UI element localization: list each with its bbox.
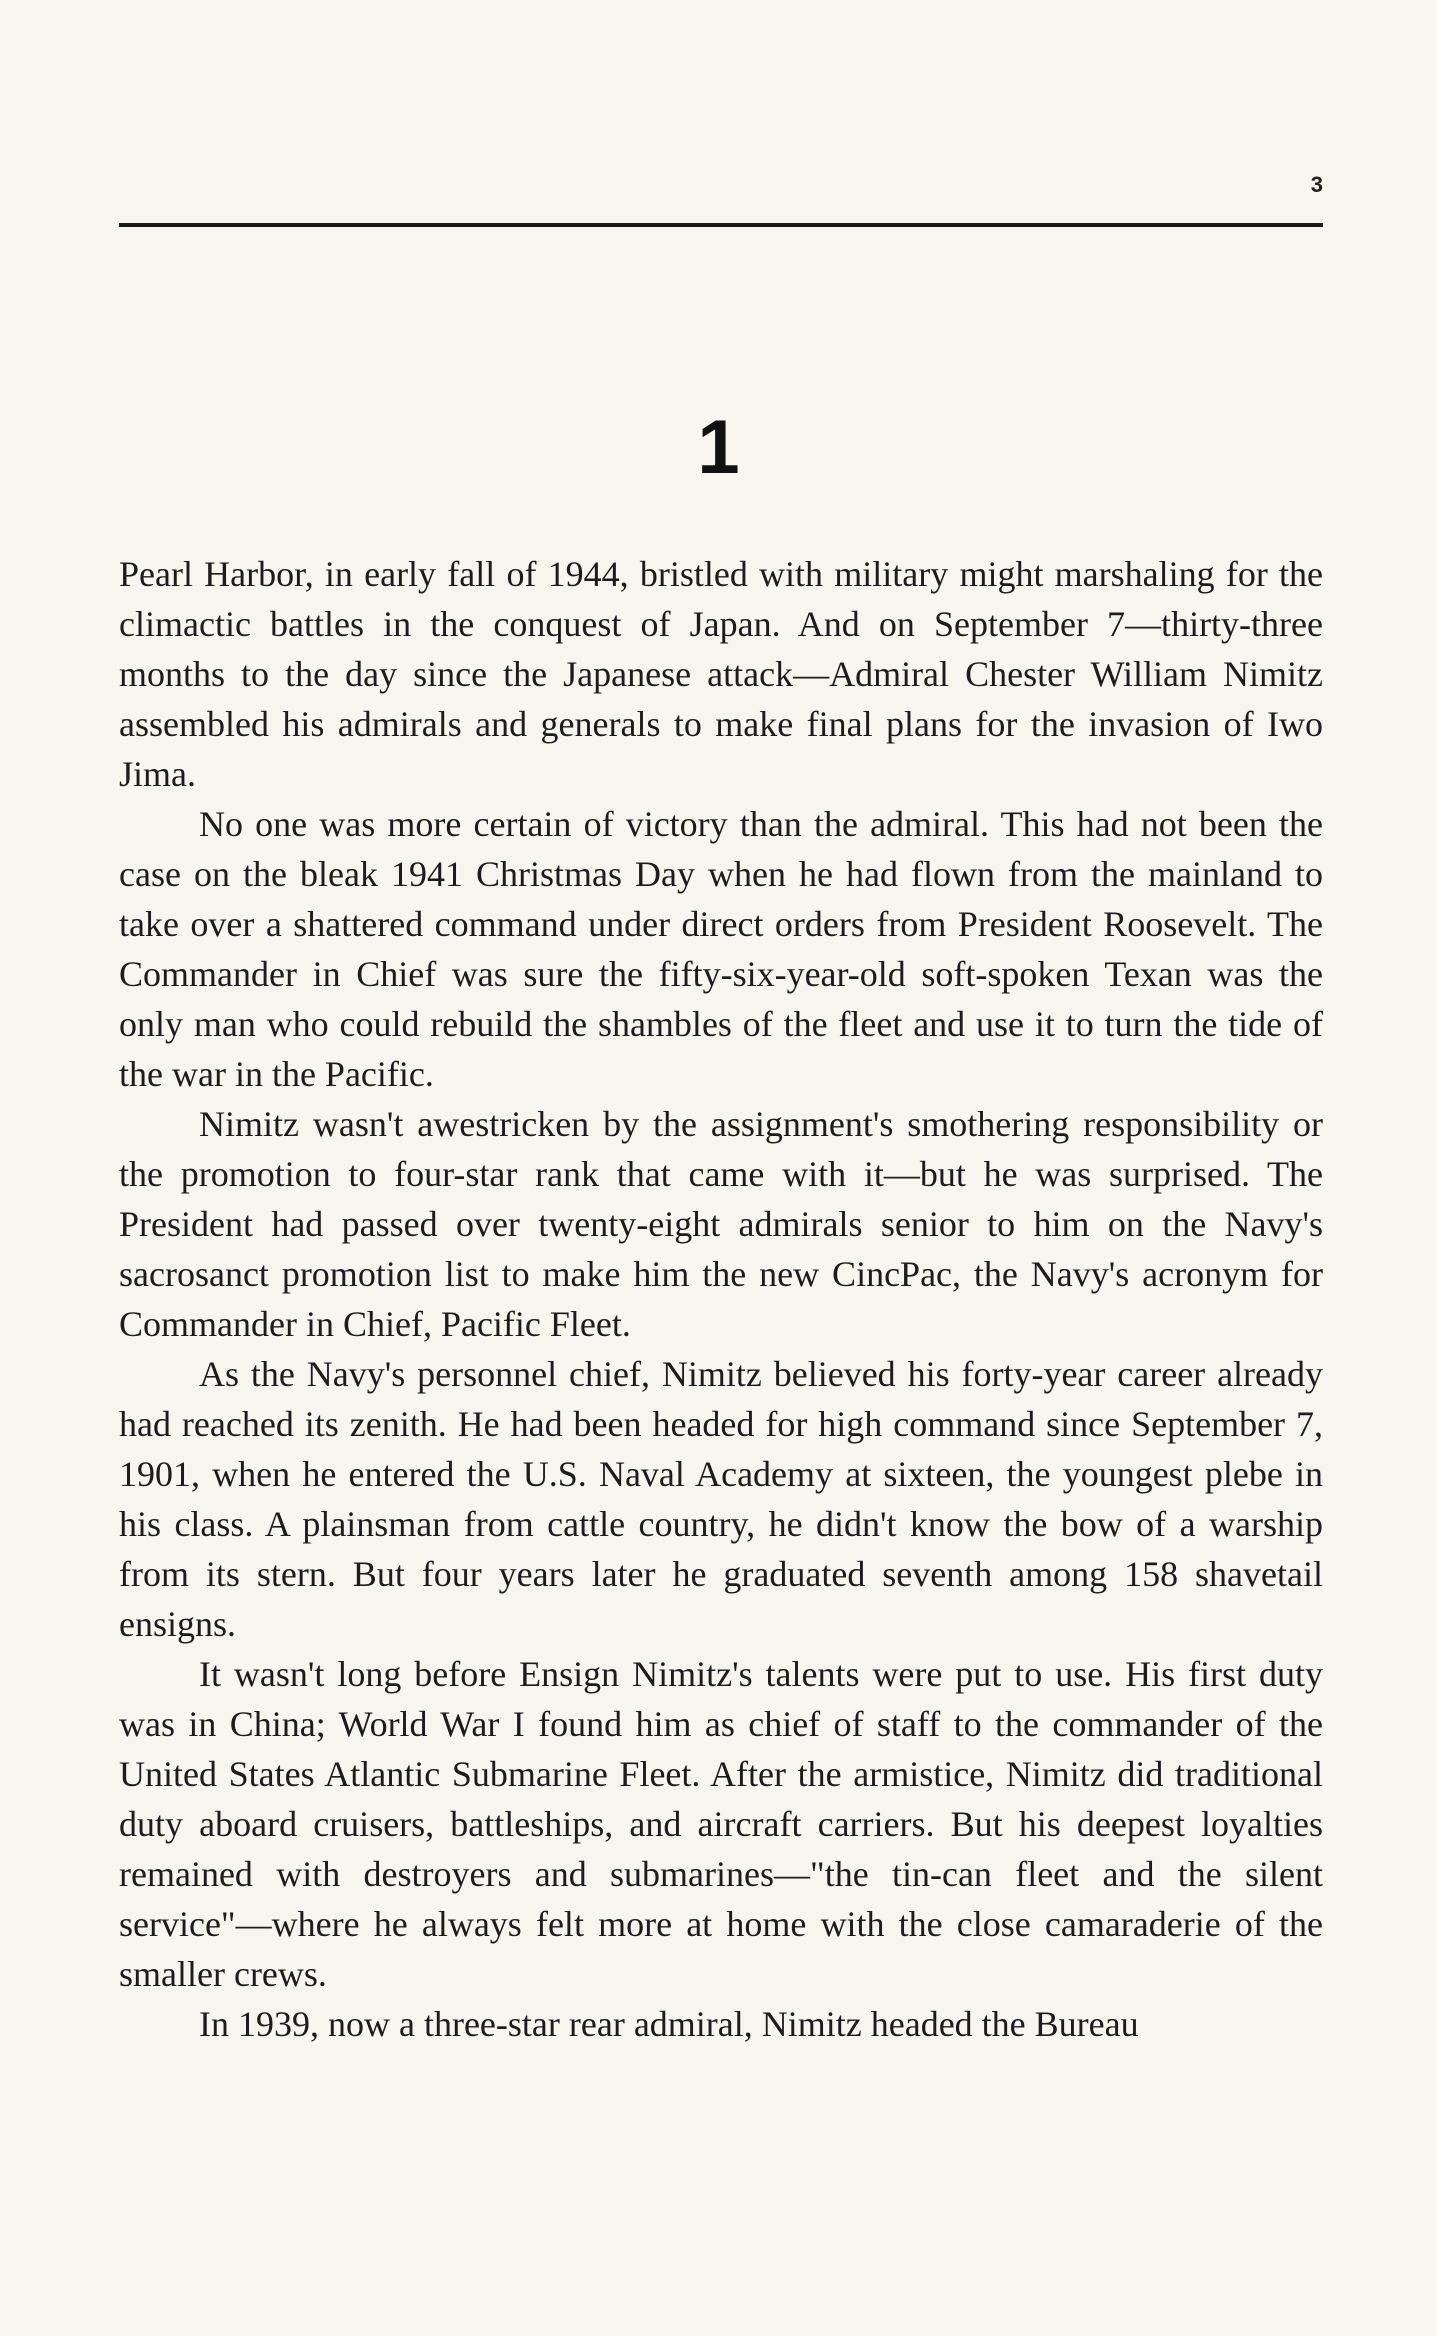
paragraph-4: As the Navy's personnel chief, Nimitz believed his forty-year career already had reached its zenith. He had been headed for high command since September 7, 1901, when he entered the U.S. Naval Academy at sixteen, the youngest plebe in his class. A plainsman from cattle country, he didn't know the bow of a warship from its stern. But four years later he graduated seventh among 158 shavetail ensigns. (119, 1354, 1323, 1644)
paragraph-3: Nimitz wasn't awestricken by the assignment's smothering responsibility or the promotion to four-star rank that came with it—but he was surprised. The President had passed over twenty-eight admirals senior to him on the Navy's sacrosanct promotion list to make him the new CincPac, the Navy's acronym for Commander in Chief, Pacific Fleet. (119, 1104, 1323, 1344)
paragraph-6: In 1939, now a three-star rear admiral, Nimitz headed the Bureau (199, 2004, 1139, 2044)
page-number: 3 (1310, 172, 1323, 197)
header-rule (119, 223, 1323, 227)
chapter-body (119, 549, 1323, 2049)
paragraph-5: It wasn't long before Ensign Nimitz's talents were put to use. His first duty was in China; World War I found him as chief of staff to the commander of the United States Atlantic Submarine Fleet. After the armistice, Nimitz did traditional duty aboard cruisers, battleships, and aircraft carriers. But his deepest loyalties remained with destroyers and submarines—"the tin-can fleet and the silent service"—where he always felt more at home with the close camaraderie of the smaller crews. (119, 1654, 1323, 1994)
paragraph-1: Pearl Harbor, in early fall of 1944, bristled with military might marshaling for the climactic battles in the conquest of Japan. And on September 7—thirty-three months to the day since the Japanese attack—Admiral Chester William Nimitz assembled his admirals and generals to make final plans for the invasion of Iwo Jima. (119, 554, 1323, 794)
paragraph-2: No one was more certain of victory than the admiral. This had not been the case on the bleak 1941 Christmas Day when he had flown from the mainland to take over a shattered command under direct orders from President Roosevelt. The Commander in Chief was sure the fifty-six-year-old soft-spoken Texan was the only man who could rebuild the shambles of the fleet and use it to turn the tide of the war in the Pacific. (119, 804, 1323, 1094)
chapter-number: 1 (697, 405, 740, 490)
